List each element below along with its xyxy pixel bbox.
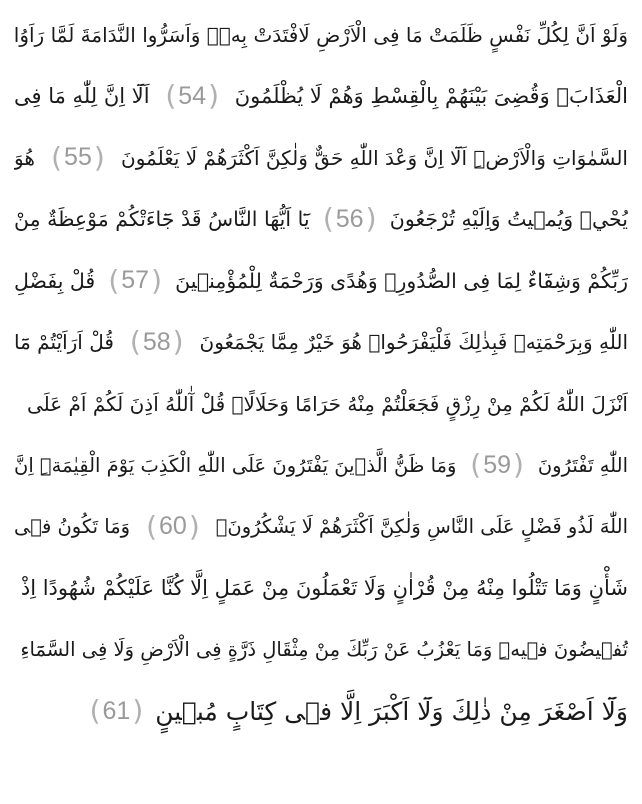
verse-text: الْعَذَابَۚ وَقُضِىَ بَيْنَهُمْ بِالْقِسْطِ وَهُمْ لَا يُظْلَمُونَ	[234, 83, 628, 108]
verse-line	[14, 250, 628, 312]
ayah-bracket-close-icon: )	[208, 79, 220, 113]
ayah-number-marker	[124, 325, 190, 359]
ayah-number-marker	[84, 694, 150, 728]
ayah-number: 55	[64, 143, 92, 172]
verse-text: شَأْنٍ وَمَا تَتْلُوا مِنْهُ مِنْ قُرْاٰنٍ وَلَا تَعْمَلُونَ مِنْ عَمَلٍ اِلَّا كُنَّا عَلَيْكُمْ شُهُودًا اِذْ	[20, 575, 628, 600]
ayah-bracket-close-icon: )	[151, 263, 163, 297]
verse-text: اللّٰهِ تَفْتَرُونَ	[537, 453, 628, 477]
verse-line	[14, 496, 628, 558]
ayah-bracket-open-icon: (	[470, 448, 482, 482]
ayah-number: 58	[142, 327, 171, 356]
verse-text: تُفٖيضُونَ فٖيهِۜ وَمَا يَعْزُبُ عَنْ رَبِّكَ مِنْ مِثْقَالِ ذَرَّةٍ فِى الْاَرْضِ وَلَا فِى السَّمَٓاءِ	[20, 638, 628, 661]
ayah-number-marker	[317, 202, 383, 236]
ayah-number: 59	[483, 450, 512, 479]
verse-line	[14, 558, 628, 620]
verse-text: هُوَ	[14, 145, 35, 170]
verse-line	[14, 66, 628, 128]
ayah-bracket-open-icon: (	[108, 263, 120, 297]
verse-line	[14, 4, 628, 66]
ayah-bracket-close-icon: )	[188, 509, 200, 543]
ayah-bracket-close-icon: )	[132, 694, 144, 728]
verse-line	[14, 127, 628, 189]
ayah-number-marker	[45, 141, 111, 175]
ayah-number: 61	[102, 696, 131, 725]
ayah-number-marker	[159, 79, 225, 113]
verse-text: قُلْ اَرَاَيْتُمْ مَٓا	[14, 330, 114, 355]
verse-text: اَنْزَلَ اللّٰهُ لَكُمْ مِنْ رِزْقٍ فَجَعَلْتُمْ مِنْهُ حَرَامًا وَحَلَالًاۜ قُلْ آٰللّٰهُ اَذِنَ لَكُمْ اَمْ عَلَى	[26, 391, 628, 416]
verse-text: اللّٰهَ لَذُو فَضْلٍ عَلَى النَّاسِ وَلٰكِنَّ اَكْثَرَهُمْ لَا يَشْكُرُونَ۟	[215, 515, 628, 538]
verse-text: وَمَا ظَنُّ الَّذٖينَ يَفْتَرُونَ عَلَى اللّٰهِ الْكَذِبَ يَوْمَ الْقِيٰمَةِۜ اِنَّ	[14, 453, 457, 477]
ayah-number-marker	[464, 448, 530, 482]
verse-line	[14, 373, 628, 435]
ayah-bracket-open-icon: (	[129, 325, 141, 359]
verse-line	[14, 312, 628, 374]
verse-text: اللّٰهِ وَبِرَحْمَتِهٖ فَبِذٰلِكَ فَلْيَفْرَحُواۜ هُوَ خَيْرٌ مِمَّا يَجْمَعُونَ	[199, 330, 628, 355]
verse-text: وَلَٓا اَصْغَرَ مِنْ ذٰلِكَ وَلَٓا اَكْبَرَ اِلَّا فٖى كِتَابٍ مُبٖينٍ	[155, 696, 628, 726]
ayah-bracket-open-icon: (	[51, 140, 63, 174]
ayah-number: 60	[159, 512, 187, 541]
ayah-number: 56	[335, 204, 364, 233]
ayah-number: 57	[121, 266, 150, 295]
verse-line	[14, 619, 628, 681]
verse-text: رَبِّكُمْ وَشِفَٓاءٌ لِمَا فِى الصُّدُورِۙ وَهُدًى وَرَحْمَةٌ لِلْمُؤْمِنٖينَ	[175, 268, 628, 293]
ayah-number-marker	[140, 510, 206, 544]
ayah-bracket-open-icon: (	[322, 202, 334, 236]
verse-text: وَلَوْ اَنَّ لِكُلِّ نَفْسٍ ظَلَمَتْ مَا فِى الْاَرْضِ لَافْتَدَتْ بِهٖۜ وَاَسَرُّوا النَّدَامَةَ لَمَّا رَاَوُا	[14, 22, 628, 47]
ayah-bracket-close-icon: )	[172, 325, 184, 359]
verse-text: يُحْيٖ وَيُمٖيتُ وَاِلَيْهِ تُرْجَعُونَ	[389, 207, 628, 231]
verse-line	[14, 435, 628, 497]
ayah-bracket-close-icon: )	[513, 448, 524, 482]
verse-text: اَلَٓا اِنَّ لِلّٰهِ مَا فِى	[14, 83, 150, 108]
verse-text: السَّمٰوَاتِ وَالْاَرْضِۜ اَلَٓا اِنَّ وَعْدَ اللّٰهِ حَقٌّ وَلٰكِنَّ اَكْثَرَهُمْ لَا يَعْلَمُونَ	[121, 145, 628, 170]
ayah-bracket-close-icon: )	[365, 202, 377, 236]
ayah-number-marker	[102, 264, 168, 298]
verse-line	[14, 189, 628, 251]
ayah-number: 54	[178, 81, 207, 110]
verse-text: يَٓا اَيُّهَا النَّاسُ قَدْ جَٓاءَتْكُمْ مَوْعِظَةٌ مِنْ	[14, 207, 310, 231]
ayah-bracket-open-icon: (	[89, 694, 101, 728]
verse-text: قُلْ بِفَضْلِ	[14, 268, 96, 293]
verse-text: وَمَا تَكُونُ فٖى	[14, 515, 131, 538]
ayah-bracket-open-icon: (	[146, 509, 157, 543]
verse-line	[14, 681, 628, 743]
ayah-bracket-close-icon: )	[93, 140, 105, 174]
ayah-bracket-open-icon: (	[165, 79, 177, 113]
